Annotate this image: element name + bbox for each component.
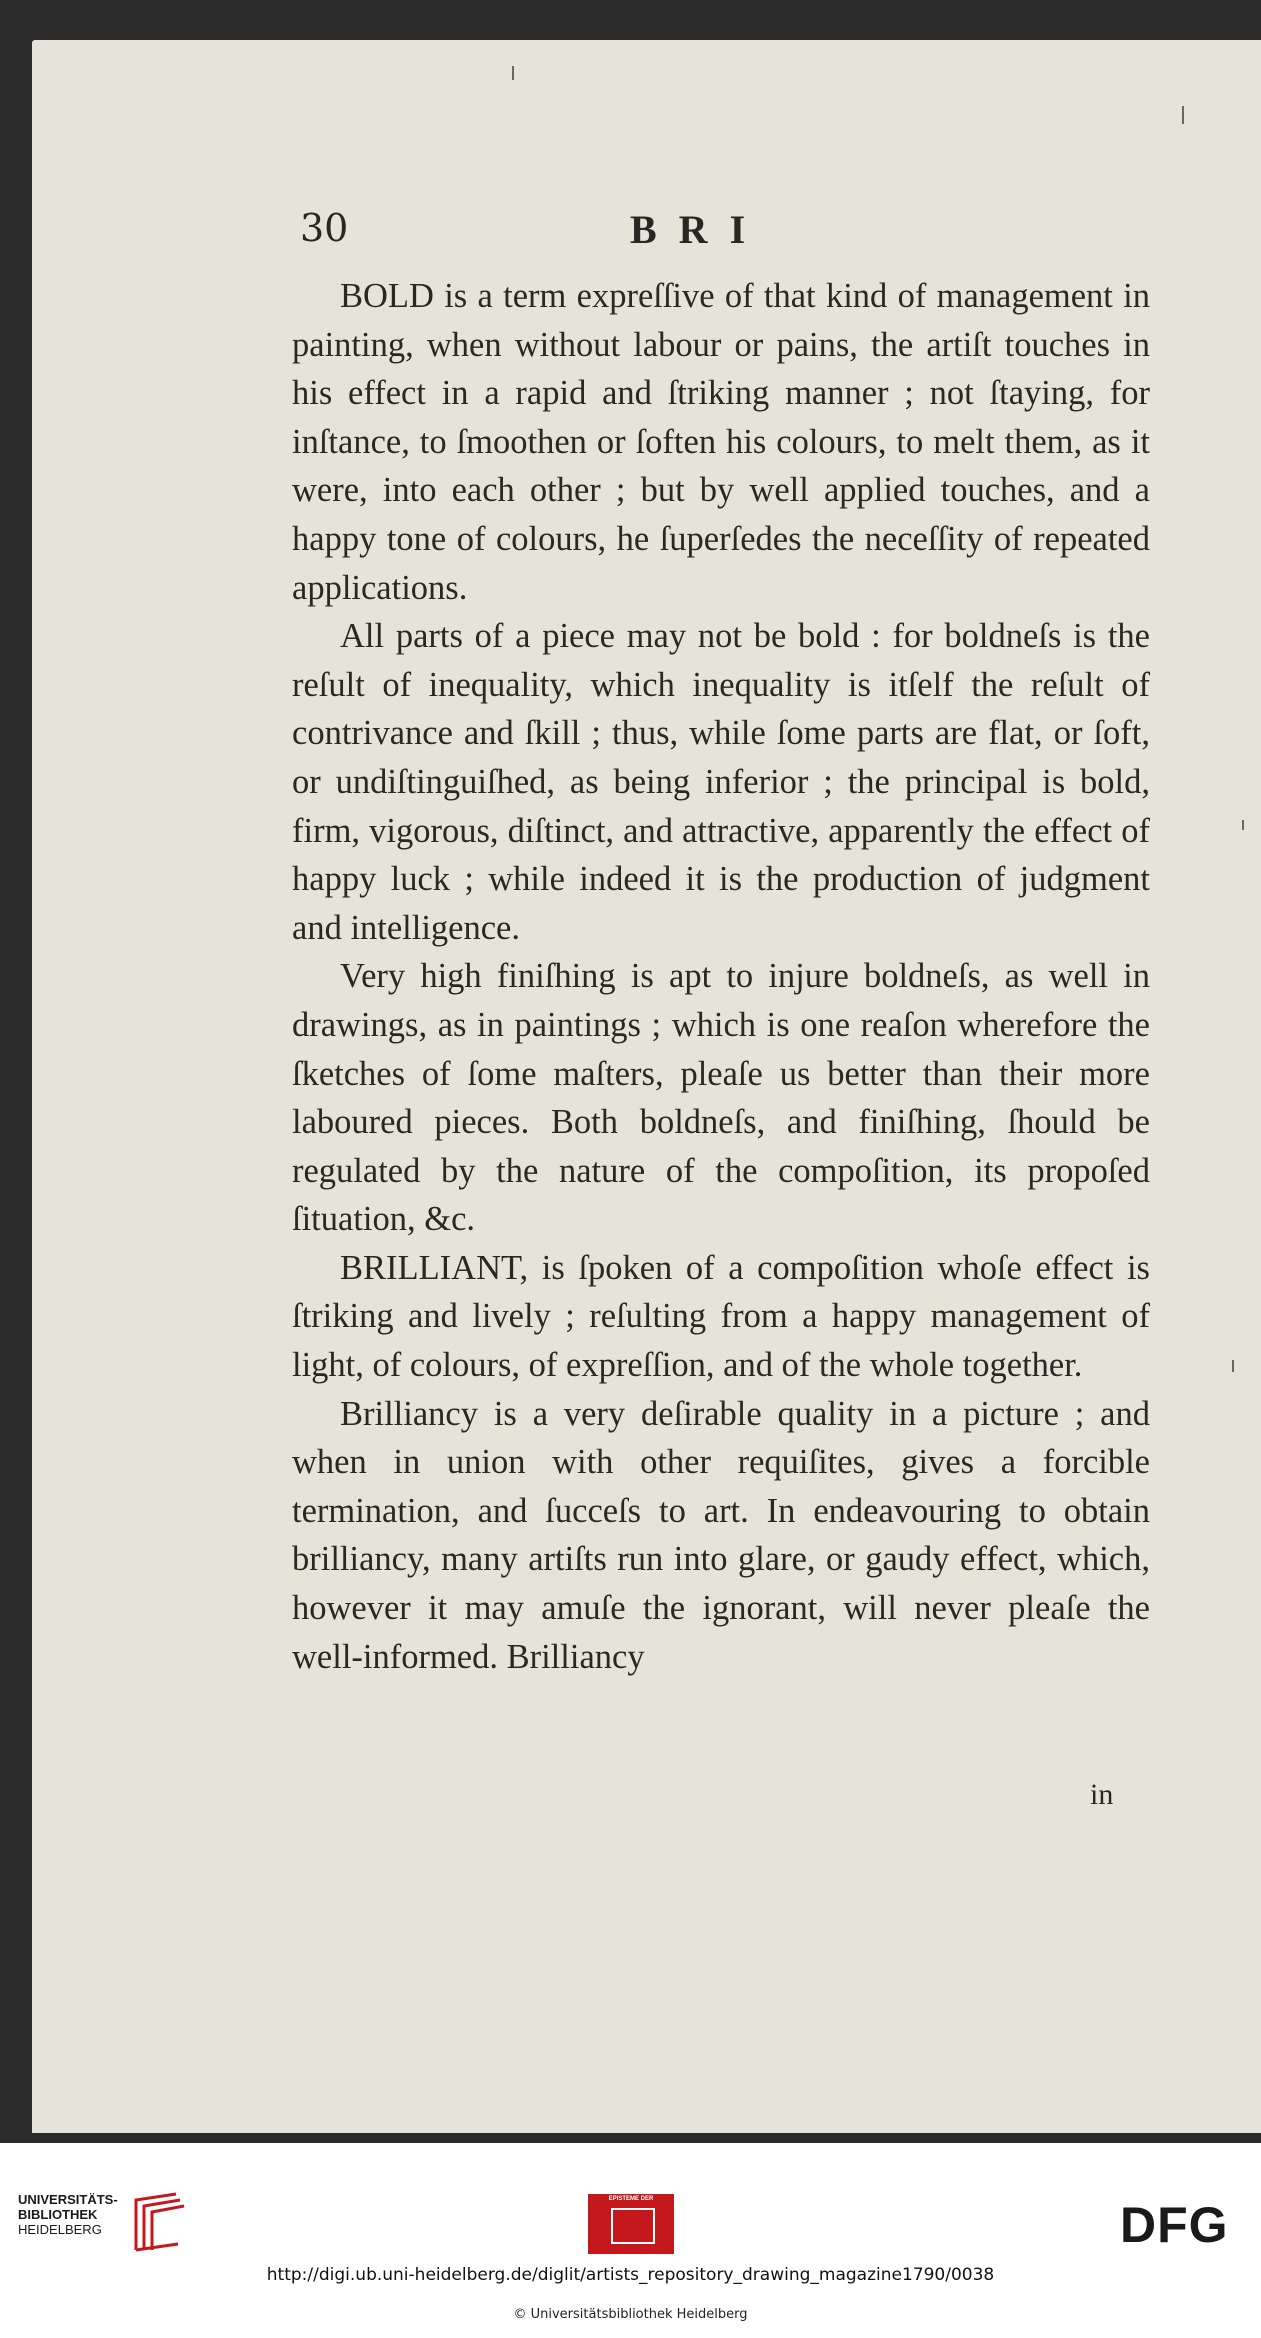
episteme-mark-icon [611, 2208, 655, 2244]
scan-speck [1182, 106, 1184, 124]
scan-speck [1242, 820, 1244, 830]
paragraph-brilliancy: Brilliancy is a very deſirable quality in a picture ; and when in union with other requiſites, gives a forcible termination, and ſucceſs to art. In endeavouring to obtain brilliancy, many artiſts run into glare, or gaudy effect, which, however it may amuſe the ignorant, will never pleaſe the well-informed. Brilliancy [292, 1394, 1150, 1676]
episteme-logo[interactable]: EPISTEME DER [588, 2194, 674, 2254]
catchword: in [1090, 1778, 1114, 1811]
scan-speck [1232, 1360, 1234, 1372]
paragraph-bold: BOLD is a term expreſſive of that kind of management in painting, when without labour or pains, the artiſt touches in his effect in a rapid and ſtriking manner ; not ſtaying, for inſtance, to ſmoothen or ſoften his colours, to melt them, as it were, into each other ; but by well applied touches, and a happy tone of colours, he ſuperſedes the neceſſity of repeated applications. [292, 277, 1150, 607]
permalink[interactable]: http://digi.ub.uni-heidelberg.de/diglit/artists_repository_drawing_magazine1790/0038 [266, 2265, 995, 2285]
dfg-logo[interactable]: DFG [1120, 2197, 1229, 2253]
copyright-notice: © Universitätsbibliothek Heidelberg [513, 2307, 748, 2322]
library-name: UNIVERSITÄTS- BIBLIOTHEK HEIDELBERG [18, 2192, 118, 2237]
paragraph-finishing: Very high finiſhing is apt to injure boldneſs, as well in drawings, as in paintings ; which is one reaſon wherefore the ſketches of ſome maſters, pleaſe us better than their more laboured pieces. Both boldneſs, and finiſhing, ſhould be regulated by the nature of the compoſition, its propoſed ſituation, &c. [292, 957, 1150, 1239]
page-header [300, 206, 1160, 256]
paragraph-boldness: All parts of a piece may not be bold : for boldneſs is the reſult of inequality, which inequality is itſelf the reſult of contrivance and ſkill ; thus, while ſome parts are flat, or ſoft, or undiſtinguiſhed, as being inferior ; the principal is bold, firm, vigorous, diſtinct, and attractive, apparently the effect of happy luck ; while indeed it is the production of judgment and intelligence. [292, 617, 1150, 947]
scan-speck [512, 66, 514, 80]
library-mark-icon [128, 2190, 188, 2254]
running-head: BRI [630, 207, 768, 252]
paragraph-brilliant: BRILLIANT, is ſpoken of a compoſition whoſe effect is ſtriking and lively ; reſulting from a happy management of light, of colours, of expreſſion, and of the whole together. [292, 1248, 1150, 1385]
body-text [292, 272, 1150, 1681]
page-number: 30 [300, 206, 349, 250]
university-library-logo[interactable] [18, 2190, 188, 2260]
